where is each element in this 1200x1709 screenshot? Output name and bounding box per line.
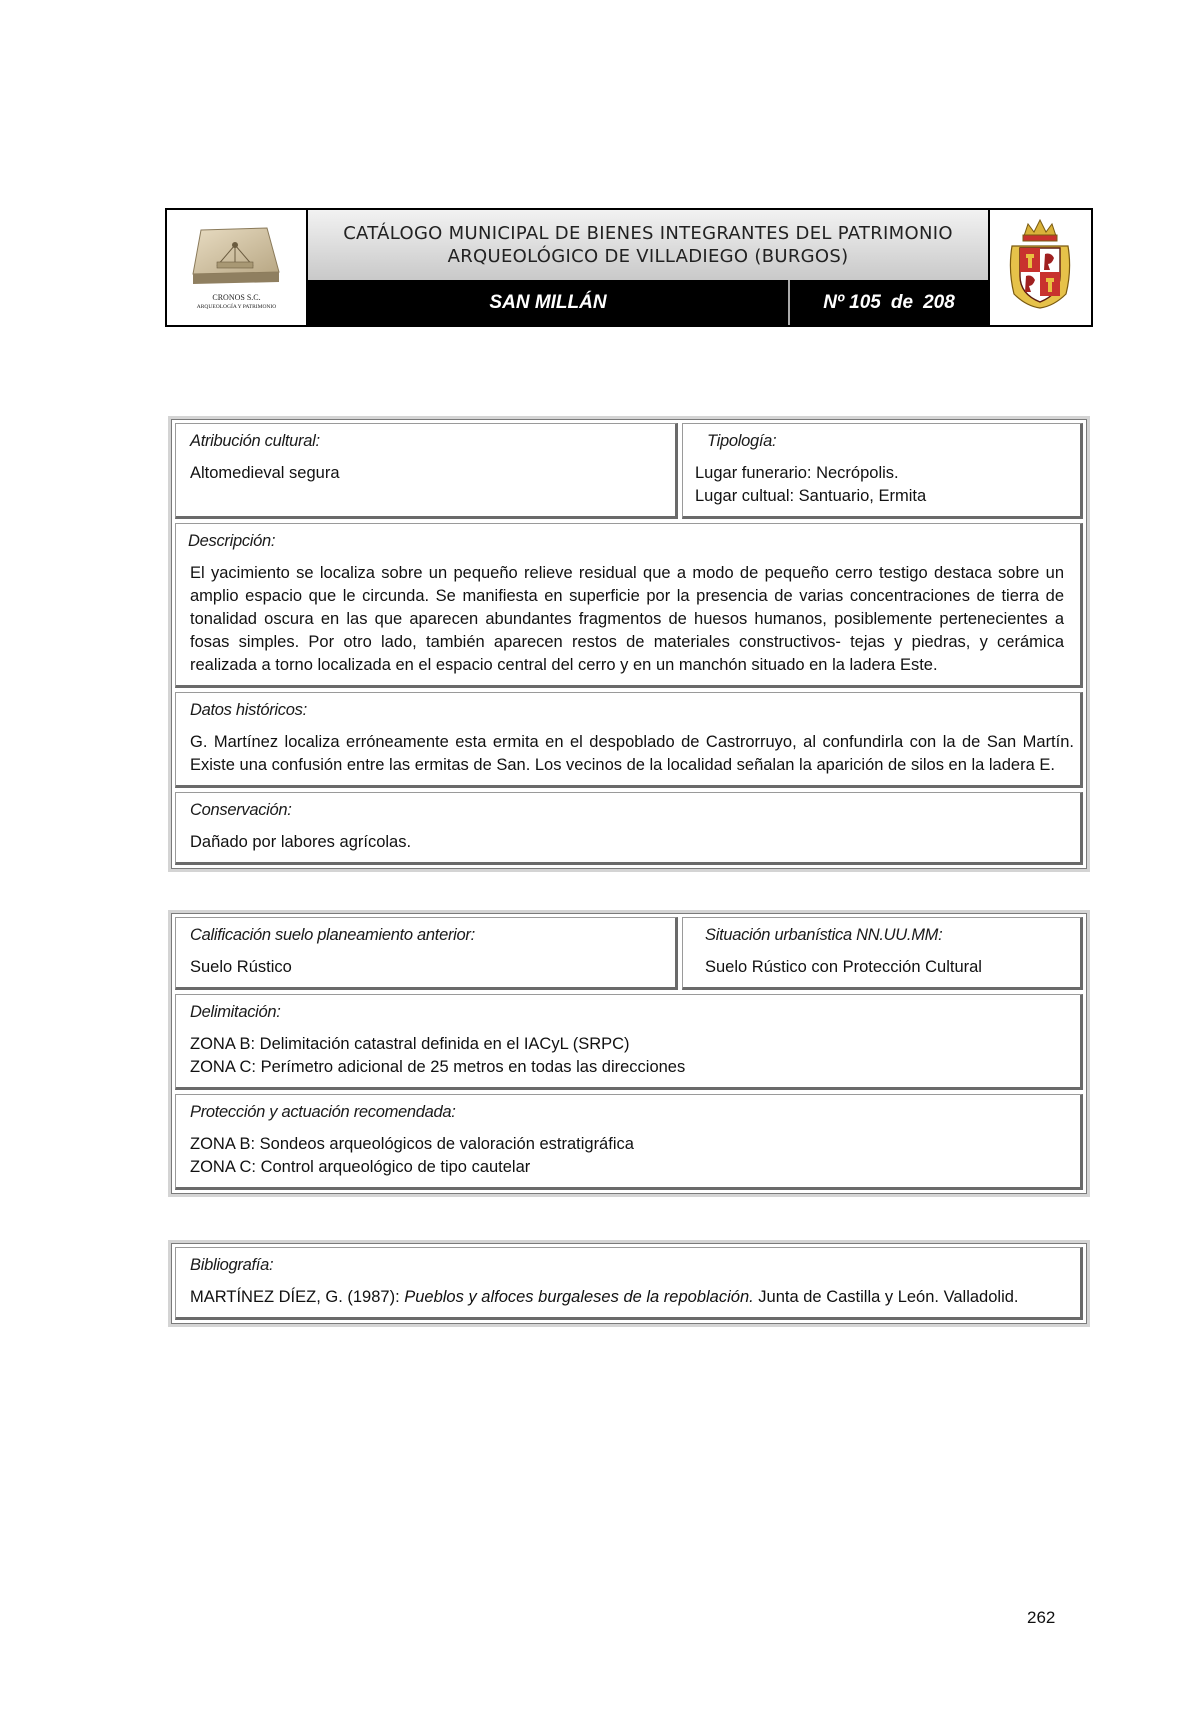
urban-situation-label: Situación urbanística NN.UU.MM: <box>705 926 943 944</box>
delimitation-label: Delimitación: <box>190 1003 281 1021</box>
cultural-attribution-cell <box>175 423 678 519</box>
bibliography-publisher: Junta de Castilla y León. Valladolid. <box>753 1288 1019 1306</box>
description-value: El yacimiento se localiza sobre un pequeño relieve residual que a modo de pequeño cerro testigo destaca sobre un amplio espacio que le circunda. Se manifiesta en superficie por la presencia de varias concentraciones de tierra de tonalidad oscura en las que aparecen abundantes fragmentos de huesos humanos, posiblemente pertenecientes a fosas simples. Por otro lado, también aparecen restos de materiales constructivos- tejas y piedras, y cerámica realizada a torno localizada en el espacio central del cerro y en un manchón situado en la ladera Este. <box>190 564 1064 674</box>
historical-row <box>175 692 1083 788</box>
urban-situation-cell <box>682 917 1083 990</box>
site-number <box>790 280 988 325</box>
conservation-value: Dañado por labores agrícolas. <box>190 833 412 851</box>
site-number-of: de <box>890 291 914 313</box>
cronos-caption-subtitle: ARQUEOLOGÍA Y PATRIMONIO <box>196 304 277 310</box>
protection-label: Protección y actuación recomendada: <box>190 1103 456 1121</box>
cronos-logo <box>167 210 308 325</box>
cultural-attribution-value: Altomedieval segura <box>190 464 340 482</box>
conservation-cell <box>175 792 1083 865</box>
protection-row <box>175 1094 1083 1190</box>
conservation-row <box>175 792 1083 865</box>
attribution-row <box>175 423 1083 519</box>
bibliography-label: Bibliografía: <box>190 1256 274 1274</box>
cultural-attribution-label: Atribución cultural: <box>190 432 320 450</box>
planning-card <box>168 910 1090 1197</box>
soil-classification-label: Calificación suelo planeamiento anterior: <box>190 926 475 944</box>
description-label: Descripción: <box>188 532 276 550</box>
delimitation-row <box>175 994 1083 1090</box>
page-number: 262 <box>1027 1608 1056 1627</box>
cronos-caption-name: CRONOS S.C. <box>212 293 261 302</box>
soil-classification-value: Suelo Rústico <box>190 958 292 976</box>
bibliography-entry <box>190 1286 1070 1309</box>
catalog-title-line1: CATÁLOGO MUNICIPAL DE BIENES INTEGRANTES DEL PATRIMONIO <box>343 223 953 244</box>
soil-classification-cell <box>175 917 678 990</box>
protection-value: ZONA C: Control arqueológico de tipo cautelar <box>190 1158 531 1176</box>
catalog-header <box>165 208 1093 327</box>
typology-value: Lugar cultual: Santuario, Ermita <box>695 487 927 505</box>
site-info-card <box>168 416 1090 872</box>
bibliography-row <box>175 1247 1083 1320</box>
catalog-title <box>308 210 988 280</box>
historical-data-cell <box>175 692 1083 788</box>
description-cell <box>175 523 1083 688</box>
conservation-label: Conservación: <box>190 801 292 819</box>
delimitation-cell <box>175 994 1083 1090</box>
delimitation-value: ZONA B: Delimitación catastral definida en el IACyL (SRPC) <box>190 1035 630 1053</box>
typology-value: Lugar funerario: Necrópolis. <box>695 464 899 482</box>
protection-values <box>190 1133 1070 1179</box>
description-row <box>175 523 1083 688</box>
bibliography-card <box>168 1240 1090 1327</box>
protection-value: ZONA B: Sondeos arqueológicos de valoración estratigráfica <box>190 1135 634 1153</box>
villadiego-coat-of-arms <box>988 210 1091 325</box>
typology-cell <box>682 423 1083 519</box>
protection-cell <box>175 1094 1083 1190</box>
delimitation-values <box>190 1033 1070 1079</box>
site-bar <box>308 280 988 325</box>
typology-values <box>695 462 1070 508</box>
bibliography-author: MARTÍNEZ DÍEZ, G. (1987): <box>190 1288 405 1306</box>
sundial-stone-icon <box>167 210 306 290</box>
site-number-total: 208 <box>923 291 955 313</box>
typology-label: Tipología: <box>707 432 777 450</box>
site-name: SAN MILLÁN <box>308 280 790 325</box>
bibliography-cell <box>175 1247 1083 1320</box>
historical-data-value: G. Martínez localiza erróneamente esta ermita en el despoblado de Castrorruyo, al confundirla con la de San Martín. Existe una confusión entre las ermitas de San. Los vecinos de la localidad señalan la aparición de silos en la ladera E. <box>190 733 1074 774</box>
coat-of-arms-icon <box>990 210 1089 325</box>
classification-row <box>175 917 1083 990</box>
header-center <box>308 210 988 325</box>
bibliography-title: Pueblos y alfoces burgaleses de la repoblación. <box>404 1288 754 1306</box>
historical-data-label: Datos históricos: <box>190 701 307 719</box>
catalog-title-line2: ARQUEOLÓGICO DE VILLADIEGO (BURGOS) <box>447 246 849 267</box>
urban-situation-value: Suelo Rústico con Protección Cultural <box>705 958 982 976</box>
site-number-label: Nº 105 <box>823 291 881 313</box>
delimitation-value: ZONA C: Perímetro adicional de 25 metros en todas las direcciones <box>190 1058 686 1076</box>
